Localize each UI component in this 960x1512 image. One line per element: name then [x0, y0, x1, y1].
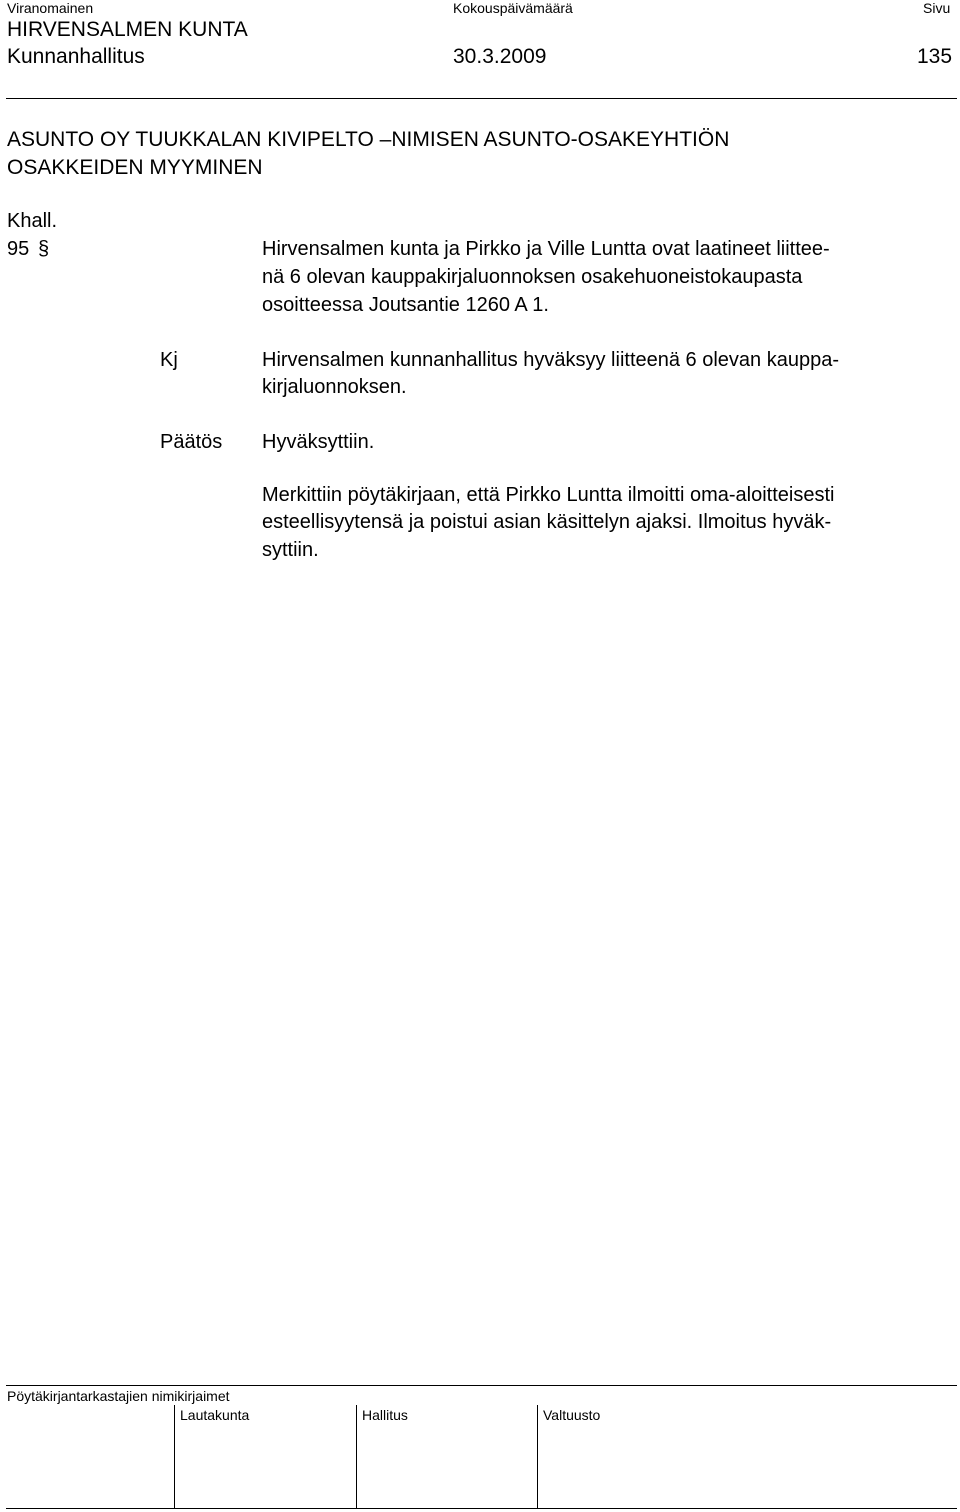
proposal-line-1: Hirvensalmen kunnanhallitus hyväksyy liitteenä 6 olevan kauppa-	[262, 349, 839, 371]
header-meeting-date-label: Kokouspäivämäärä	[453, 0, 573, 16]
decision-text: Hyväksyttiin.	[262, 431, 375, 453]
footer-divider	[6, 1385, 957, 1386]
header-page-number: 135	[917, 45, 953, 68]
header-date: 30.3.2009	[453, 45, 547, 68]
footer-signatures-label: Pöytäkirjantarkastajien nimikirjaimet	[7, 1388, 230, 1404]
intro-line-1: Hirvensalmen kunta ja Pirkko ja Ville Luntta ovat laatineet liittee-	[262, 238, 830, 260]
note-line-1: Merkittiin pöytäkirjaan, että Pirkko Luntta ilmoitti oma-aloitteisesti	[262, 484, 835, 506]
decision-label: Päätös	[160, 431, 223, 453]
header-body-name: Kunnanhallitus	[7, 45, 145, 68]
proposal-label: Kj	[160, 349, 178, 371]
footer-column-divider-1	[174, 1405, 175, 1509]
proposal-line-2: kirjaluonnoksen.	[262, 376, 407, 398]
header-divider	[6, 98, 957, 99]
footer-bottom-border	[6, 1508, 957, 1509]
intro-line-2: nä 6 olevan kauppakirjaluonnoksen osakehuoneistokaupasta	[262, 266, 803, 288]
header-page-label: Sivu	[923, 0, 951, 16]
note-line-3: syttiin.	[262, 539, 319, 561]
note-line-2: esteellisyytensä ja poistui asian käsittelyn ajaksi. Ilmoitus hyväk-	[262, 511, 832, 533]
item-org-label: Khall.	[7, 210, 58, 232]
footer-column-divider-3	[537, 1405, 538, 1509]
footer-government-column: Hallitus	[362, 1407, 408, 1423]
header-authority-label: Viranomainen	[7, 0, 94, 16]
item-title-line-1: ASUNTO OY TUUKKALAN KIVIPELTO –NIMISEN ASUNTO-OSAKEYHTIÖN	[7, 128, 730, 151]
intro-line-3: osoitteessa Joutsantie 1260 A 1.	[262, 294, 549, 316]
item-title-line-2: OSAKKEIDEN MYYMINEN	[7, 156, 263, 179]
footer-column-divider-2	[356, 1405, 357, 1509]
item-number: 95	[7, 238, 30, 260]
section-sign-icon: §	[38, 238, 50, 260]
footer-council-column: Valtuusto	[543, 1407, 601, 1423]
header-organization: HIRVENSALMEN KUNTA	[7, 18, 248, 41]
footer-board-column: Lautakunta	[180, 1407, 250, 1423]
